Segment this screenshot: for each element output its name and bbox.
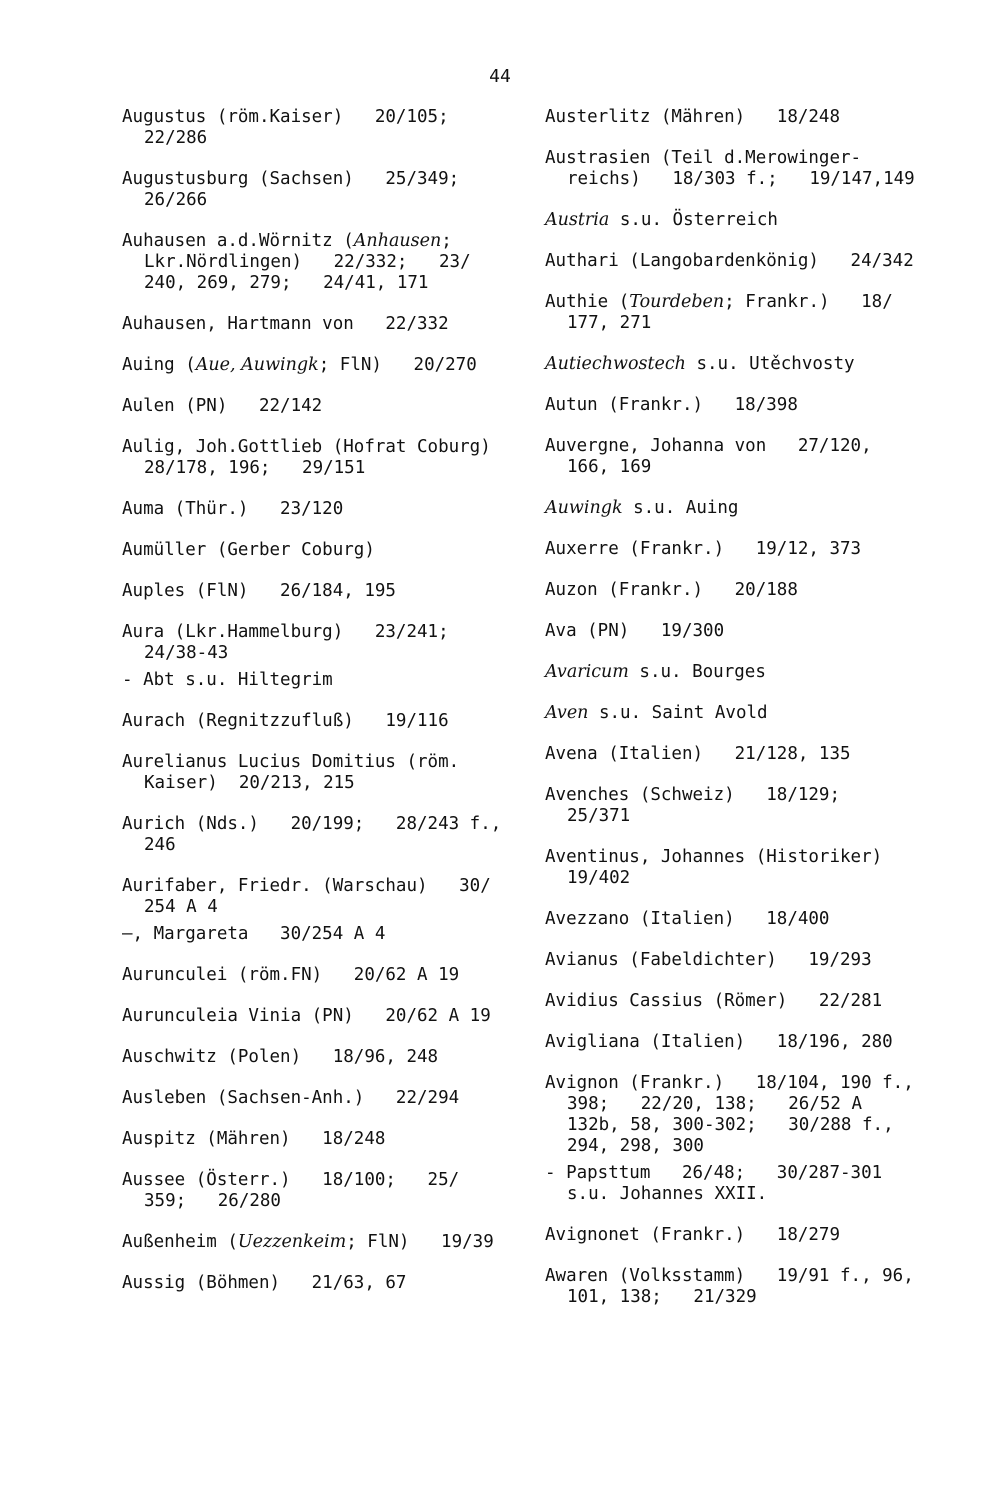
entry-line [122, 814, 522, 835]
entry-line [545, 909, 945, 930]
entry-text: 294, 298, 300 [567, 1136, 704, 1156]
entry-text: Aurach (Regnitzzufluß) 19/116 [122, 711, 449, 731]
entry-text: Augustusburg (Sachsen) 25/349; [122, 169, 460, 189]
index-entry [122, 1088, 522, 1109]
entry-line [545, 847, 945, 868]
entry-text: Avigliana (Italien) 18/196, 280 [545, 1032, 893, 1052]
entry-text: 24/38-43 [144, 643, 229, 663]
entry-line [122, 169, 522, 190]
entry-text: 132b, 58, 300-302; 30/288 f., [567, 1115, 894, 1135]
entry-text: Aurelianus Lucius Domitius (röm. [122, 752, 460, 772]
entry-line [545, 107, 945, 128]
index-entry [545, 251, 945, 272]
entry-text: Avignon (Frankr.) 18/104, 190 f., [545, 1073, 914, 1093]
entry-text: 101, 138; 21/329 [567, 1287, 757, 1307]
entry-line [545, 498, 945, 519]
index-entry [545, 703, 945, 724]
index-entry [545, 354, 945, 375]
entry-text: Augustus (röm.Kaiser) 20/105; [122, 107, 449, 127]
index-entry [545, 621, 945, 642]
entry-text: Aurich (Nds.) 20/199; 28/243 f., [122, 814, 502, 834]
entry-text: Auhausen, Hartmann von 22/332 [122, 314, 449, 334]
index-entry [122, 752, 522, 794]
entry-continuation-line [545, 1136, 945, 1157]
entry-line [122, 355, 522, 376]
entry-text: s.u. Utěchvosty [685, 354, 855, 374]
index-entry [545, 950, 945, 971]
index-entry [122, 876, 522, 918]
index-entry [545, 580, 945, 601]
entry-line [545, 1032, 945, 1053]
entry-text: Auples (FlN) 26/184, 195 [122, 581, 396, 601]
entry-continuation-line [545, 457, 945, 478]
entry-text: Aura (Lkr.Hammelburg) 23/241; [122, 622, 449, 642]
entry-line [122, 1232, 522, 1253]
entry-line [545, 539, 945, 560]
entry-line [122, 231, 522, 252]
entry-text: 398; 22/20, 138; 26/52 A [567, 1094, 863, 1114]
entry-text: reichs) 18/303 f.; 19/147,149 [567, 169, 915, 189]
entry-text: Auspitz (Mähren) 18/248 [122, 1129, 386, 1149]
index-subentry [122, 670, 522, 691]
index-column-right [545, 107, 945, 1328]
entry-continuation-line [545, 1094, 945, 1115]
entry-text: Lkr.Nördlingen) 22/332; 23/ [144, 252, 471, 272]
entry-continuation-line [122, 190, 522, 211]
entry-text: 28/178, 196; 29/151 [144, 458, 366, 478]
index-subentry [545, 1163, 945, 1205]
entry-text: 26/266 [144, 190, 208, 210]
entry-text: 240, 269, 279; 24/41, 171 [144, 273, 429, 293]
index-entry [122, 499, 522, 520]
entry-line [122, 711, 522, 732]
entry-continuation-line [122, 835, 522, 856]
entry-line [545, 436, 945, 457]
entry-text: - Abt s.u. Hiltegrim [122, 670, 333, 690]
index-entry [545, 498, 945, 519]
entry-line [545, 621, 945, 642]
entry-line [122, 1170, 522, 1191]
entry-line [545, 703, 945, 724]
entry-line [545, 354, 945, 375]
index-entry [122, 814, 522, 856]
entry-line [122, 1088, 522, 1109]
index-entry [545, 744, 945, 765]
entry-line [545, 991, 945, 1012]
entry-text: Aumüller (Gerber Coburg) [122, 540, 375, 560]
entry-continuation-line [122, 458, 522, 479]
entry-text: Avena (Italien) 21/128, 135 [545, 744, 851, 764]
italic-term: Auwingk [545, 498, 623, 518]
entry-line [122, 1129, 522, 1150]
entry-text: ; [441, 231, 452, 251]
entry-text: Auxerre (Frankr.) 19/12, 373 [545, 539, 862, 559]
entry-line [122, 581, 522, 602]
entry-line [122, 876, 522, 897]
index-entry [545, 210, 945, 231]
index-entry [122, 355, 522, 376]
entry-text: Authari (Langobardenkönig) 24/342 [545, 251, 914, 271]
index-subentry [122, 924, 522, 945]
entry-line [122, 396, 522, 417]
entry-continuation-line [545, 806, 945, 827]
entry-line [545, 292, 945, 313]
index-entry [122, 231, 522, 294]
entry-text: Ausleben (Sachsen-Anh.) 22/294 [122, 1088, 460, 1108]
entry-line [545, 950, 945, 971]
entry-text: Aulig, Joh.Gottlieb (Hofrat Coburg) [122, 437, 491, 457]
index-entry [545, 1225, 945, 1246]
entry-text: 246 [144, 835, 176, 855]
entry-text: Auvergne, Johanna von 27/120, [545, 436, 872, 456]
entry-line [122, 1273, 522, 1294]
entry-text: Avezzano (Italien) 18/400 [545, 909, 830, 929]
italic-term: Aue, Auwingk [195, 355, 319, 375]
entry-text: Aurunculeia Vinia (PN) 20/62 A 19 [122, 1006, 491, 1026]
entry-text: Avidius Cassius (Römer) 22/281 [545, 991, 883, 1011]
index-entry [545, 148, 945, 190]
entry-continuation-line [122, 643, 522, 664]
entry-line [545, 251, 945, 272]
entry-text: Aventinus, Johannes (Historiker) [545, 847, 883, 867]
entry-line [545, 148, 945, 169]
index-entry [122, 581, 522, 602]
entry-line [545, 1266, 945, 1287]
index-entry [122, 1047, 522, 1068]
entry-continuation-line [545, 1184, 945, 1205]
entry-text: Aurunculei (röm.FN) 20/62 A 19 [122, 965, 460, 985]
index-entry [122, 965, 522, 986]
index-entry [122, 1006, 522, 1027]
entry-text: Aussig (Böhmen) 21/63, 67 [122, 1273, 407, 1293]
index-entry [545, 107, 945, 128]
entry-line [122, 924, 522, 945]
entry-text: Authie ( [545, 292, 630, 312]
entry-text: Aulen (PN) 22/142 [122, 396, 323, 416]
index-entry [545, 785, 945, 827]
entry-text: Austrasien (Teil d.Merowinger- [545, 148, 862, 168]
entry-text: Aussee (Österr.) 18/100; 25/ [122, 1170, 460, 1190]
entry-text: ; FlN) 19/39 [346, 1232, 494, 1252]
entry-line [122, 314, 522, 335]
entry-continuation-line [122, 273, 522, 294]
index-entry [122, 622, 522, 664]
entry-line [122, 107, 522, 128]
index-entry [545, 395, 945, 416]
entry-line [545, 662, 945, 683]
entry-line [122, 965, 522, 986]
entry-text: Auing ( [122, 355, 196, 375]
index-entry [122, 711, 522, 732]
entry-line [545, 785, 945, 806]
entry-text: 166, 169 [567, 457, 652, 477]
entry-text: 177, 271 [567, 313, 652, 333]
entry-continuation-line [545, 169, 945, 190]
entry-text: —, Margareta 30/254 A 4 [122, 924, 386, 944]
index-entry [122, 314, 522, 335]
entry-text: Avenches (Schweiz) 18/129; [545, 785, 841, 805]
entry-line [545, 744, 945, 765]
italic-term: Uezzenkeim [237, 1232, 347, 1252]
entry-line [545, 580, 945, 601]
entry-continuation-line [122, 1191, 522, 1212]
entry-text: - Papsttum 26/48; 30/287-301 [545, 1163, 883, 1183]
index-entry [122, 169, 522, 211]
entry-text: Auzon (Frankr.) 20/188 [545, 580, 798, 600]
index-entry [545, 292, 945, 334]
entry-continuation-line [545, 1287, 945, 1308]
index-entry [545, 1266, 945, 1308]
entry-text: 254 A 4 [144, 897, 218, 917]
entry-text: Awaren (Volksstamm) 19/91 f., 96, [545, 1266, 914, 1286]
entry-line [122, 1047, 522, 1068]
italic-term: Aven [545, 703, 589, 723]
entry-continuation-line [122, 252, 522, 273]
italic-term: Anhausen [353, 231, 442, 251]
entry-text: ; Frankr.) 18/ [724, 292, 893, 312]
entry-line [545, 1225, 945, 1246]
entry-continuation-line [122, 897, 522, 918]
index-entry [545, 436, 945, 478]
entry-text: s.u. Auing [622, 498, 739, 518]
index-entry [122, 107, 522, 149]
entry-continuation-line [545, 1115, 945, 1136]
index-entry [122, 437, 522, 479]
index-entry [545, 1073, 945, 1157]
index-entry [545, 662, 945, 683]
italic-term: Austria [545, 210, 610, 230]
entry-line [545, 210, 945, 231]
index-entry [545, 1032, 945, 1053]
italic-term: Tourdeben [629, 292, 725, 312]
entry-line [122, 1006, 522, 1027]
entry-text: Auhausen a.d.Wörnitz ( [122, 231, 354, 251]
index-entry [122, 1170, 522, 1212]
entry-text: s.u. Bourges [628, 662, 766, 682]
index-entry [122, 1273, 522, 1294]
italic-term: Autiechwostech [545, 354, 686, 374]
entry-text: Kaiser) 20/213, 215 [144, 773, 355, 793]
entry-text: ; FlN) 20/270 [318, 355, 477, 375]
entry-text: Auma (Thür.) 23/120 [122, 499, 344, 519]
entry-line [122, 437, 522, 458]
entry-text: Avignonet (Frankr.) 18/279 [545, 1225, 841, 1245]
entry-text: Austerlitz (Mähren) 18/248 [545, 107, 841, 127]
entry-continuation-line [545, 313, 945, 334]
index-entry [545, 847, 945, 889]
index-entry [122, 1232, 522, 1253]
index-entry [545, 909, 945, 930]
entry-text: s.u. Johannes XXII. [567, 1184, 768, 1204]
index-entry [122, 396, 522, 417]
entry-text: 25/371 [567, 806, 631, 826]
entry-text: Autun (Frankr.) 18/398 [545, 395, 798, 415]
entry-line [122, 670, 522, 691]
entry-text: Aurifaber, Friedr. (Warschau) 30/ [122, 876, 491, 896]
entry-text: Ava (PN) 19/300 [545, 621, 725, 641]
italic-term: Avaricum [545, 662, 629, 682]
entry-text: 359; 26/280 [144, 1191, 281, 1211]
entry-text: 22/286 [144, 128, 208, 148]
entry-text: Avianus (Fabeldichter) 19/293 [545, 950, 872, 970]
entry-text: 19/402 [567, 868, 631, 888]
entry-text: Außenheim ( [122, 1232, 238, 1252]
entry-text: Auschwitz (Polen) 18/96, 248 [122, 1047, 439, 1067]
entry-line [545, 1073, 945, 1094]
index-entry [545, 539, 945, 560]
entry-line [545, 1163, 945, 1184]
entry-line [122, 622, 522, 643]
entry-text: s.u. Österreich [609, 210, 778, 230]
entry-continuation-line [122, 128, 522, 149]
entry-line [122, 540, 522, 561]
index-entry [122, 1129, 522, 1150]
entry-continuation-line [545, 868, 945, 889]
page-number: 44 [489, 66, 511, 87]
index-entry [122, 540, 522, 561]
index-entry [545, 991, 945, 1012]
entry-text: s.u. Saint Avold [588, 703, 768, 723]
entry-line [122, 752, 522, 773]
index-column-left [122, 107, 522, 1314]
entry-line [122, 499, 522, 520]
entry-continuation-line [122, 773, 522, 794]
entry-line [545, 395, 945, 416]
